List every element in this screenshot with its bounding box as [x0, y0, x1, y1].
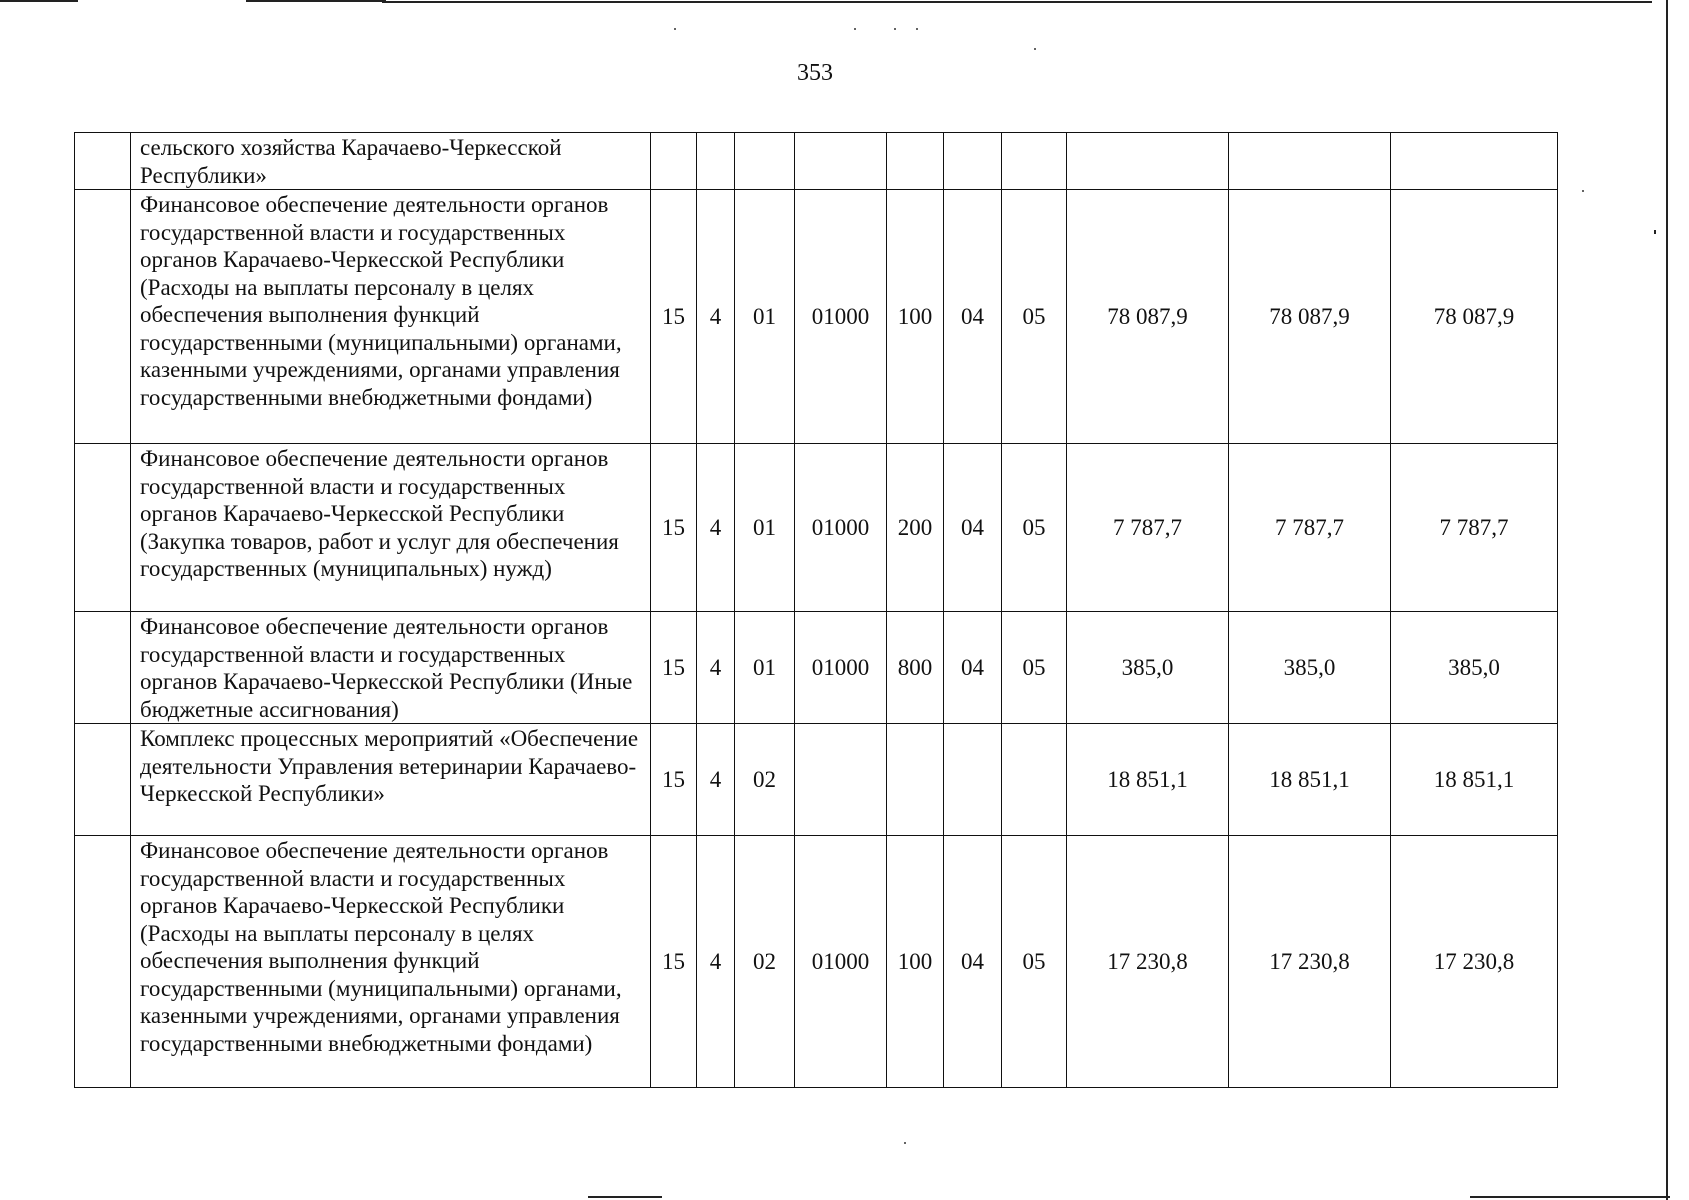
row-description: Финансовое обеспечение деятельности органов государственной власти и государственных органов Карачаево-Черкесской Республики (Закупка товаров, работ и услуг для обеспечения государственных (муниципальных) нужд) — [131, 444, 651, 612]
scan-edge-top-middle — [246, 0, 386, 2]
cell-code-1: 15 — [651, 444, 697, 612]
row-description: Финансовое обеспечение деятельности органов государственной власти и государственных органов Карачаево-Черкесской Республики (Иные бюджетные ассигнования) — [131, 612, 651, 724]
cell-code-7: 05 — [1002, 444, 1067, 612]
table-row — [75, 190, 1558, 444]
scan-speck — [1034, 48, 1036, 50]
row-number-cell — [75, 133, 131, 190]
cell-code-3: 01 — [735, 444, 795, 612]
row-description: Финансовое обеспечение деятельности органов государственной власти и государственных органов Карачаево-Черкесской Республики (Расходы на выплаты персоналу в целях обеспечения выполнения функций государственными (муниципальными) органами, казенными учреждениями, органами управления государственными внебюджетными фондами) — [131, 190, 651, 444]
cell-code-4 — [795, 724, 887, 836]
scan-edge-bottom-middle — [588, 1196, 662, 1198]
cell-amount-1: 385,0 — [1067, 612, 1229, 724]
cell-code-3 — [735, 133, 795, 190]
scan-speck — [1582, 190, 1584, 192]
cell-amount-2: 385,0 — [1229, 612, 1391, 724]
cell-amount-2: 7 787,7 — [1229, 444, 1391, 612]
cell-amount-3: 78 087,9 — [1391, 190, 1558, 444]
cell-amount-1: 7 787,7 — [1067, 444, 1229, 612]
scan-edge-top-long — [382, 1, 1652, 3]
cell-code-4: 01000 — [795, 836, 887, 1088]
table-row — [75, 444, 1558, 612]
cell-amount-1: 17 230,8 — [1067, 836, 1229, 1088]
cell-code-1 — [651, 133, 697, 190]
cell-amount-2: 17 230,8 — [1229, 836, 1391, 1088]
row-number-cell — [75, 836, 131, 1088]
cell-code-7 — [1002, 724, 1067, 836]
table-row — [75, 836, 1558, 1088]
cell-amount-3: 17 230,8 — [1391, 836, 1558, 1088]
scan-edge-bottom-right — [1470, 1196, 1670, 1198]
table-row — [75, 724, 1558, 836]
cell-code-7 — [1002, 133, 1067, 190]
cell-code-3: 02 — [735, 836, 795, 1088]
cell-code-5: 100 — [887, 836, 944, 1088]
cell-code-2: 4 — [697, 190, 735, 444]
cell-code-1: 15 — [651, 612, 697, 724]
budget-allocation-table — [74, 132, 1558, 1088]
cell-code-6 — [944, 724, 1002, 836]
cell-code-7: 05 — [1002, 190, 1067, 444]
cell-code-3: 02 — [735, 724, 795, 836]
cell-code-1: 15 — [651, 724, 697, 836]
row-description: Комплекс процессных мероприятий «Обеспечение деятельности Управления ветеринарии Карачаево-Черкесской Республики» — [131, 724, 651, 836]
cell-amount-3: 385,0 — [1391, 612, 1558, 724]
cell-code-4: 01000 — [795, 190, 887, 444]
cell-code-6: 04 — [944, 836, 1002, 1088]
row-description: Финансовое обеспечение деятельности органов государственной власти и государственных органов Карачаево-Черкесской Республики (Расходы на выплаты персоналу в целях обеспечения выполнения функций государственными (муниципальными) органами, казенными учреждениями, органами управления государственными внебюджетными фондами) — [131, 836, 651, 1088]
cell-code-6: 04 — [944, 612, 1002, 724]
cell-code-2: 4 — [697, 724, 735, 836]
cell-code-3: 01 — [735, 190, 795, 444]
cell-amount-3 — [1391, 133, 1558, 190]
cell-code-4: 01000 — [795, 444, 887, 612]
cell-code-2: 4 — [697, 836, 735, 1088]
scan-edge-right-vertical — [1666, 0, 1668, 1200]
cell-code-5 — [887, 724, 944, 836]
cell-code-2: 4 — [697, 612, 735, 724]
row-number-cell — [75, 444, 131, 612]
table-row — [75, 612, 1558, 724]
cell-amount-1: 78 087,9 — [1067, 190, 1229, 444]
cell-code-6 — [944, 133, 1002, 190]
cell-amount-2: 78 087,9 — [1229, 190, 1391, 444]
scan-speck — [894, 28, 896, 30]
cell-code-2: 4 — [697, 444, 735, 612]
scan-tick-right — [1654, 230, 1656, 234]
cell-code-3: 01 — [735, 612, 795, 724]
row-description: сельского хозяйства Карачаево-Черкесской Республики» — [131, 133, 651, 190]
cell-code-5: 200 — [887, 444, 944, 612]
scan-speck — [854, 28, 856, 30]
row-number-cell — [75, 724, 131, 836]
cell-amount-2: 18 851,1 — [1229, 724, 1391, 836]
cell-amount-3: 7 787,7 — [1391, 444, 1558, 612]
cell-code-5: 800 — [887, 612, 944, 724]
table-row — [75, 133, 1558, 190]
cell-code-2 — [697, 133, 735, 190]
cell-code-7: 05 — [1002, 612, 1067, 724]
scan-edge-top-left — [0, 0, 78, 2]
cell-code-6: 04 — [944, 444, 1002, 612]
scan-speck — [916, 28, 918, 30]
cell-code-7: 05 — [1002, 836, 1067, 1088]
cell-amount-1 — [1067, 133, 1229, 190]
scan-speck — [674, 28, 676, 30]
page-number: 353 — [797, 60, 833, 86]
cell-code-6: 04 — [944, 190, 1002, 444]
cell-code-4: 01000 — [795, 612, 887, 724]
cell-amount-3: 18 851,1 — [1391, 724, 1558, 836]
cell-code-1: 15 — [651, 190, 697, 444]
cell-code-5 — [887, 133, 944, 190]
scan-speck — [904, 1142, 906, 1144]
cell-code-1: 15 — [651, 836, 697, 1088]
cell-amount-2 — [1229, 133, 1391, 190]
row-number-cell — [75, 190, 131, 444]
cell-code-5: 100 — [887, 190, 944, 444]
cell-amount-1: 18 851,1 — [1067, 724, 1229, 836]
cell-code-4 — [795, 133, 887, 190]
row-number-cell — [75, 612, 131, 724]
